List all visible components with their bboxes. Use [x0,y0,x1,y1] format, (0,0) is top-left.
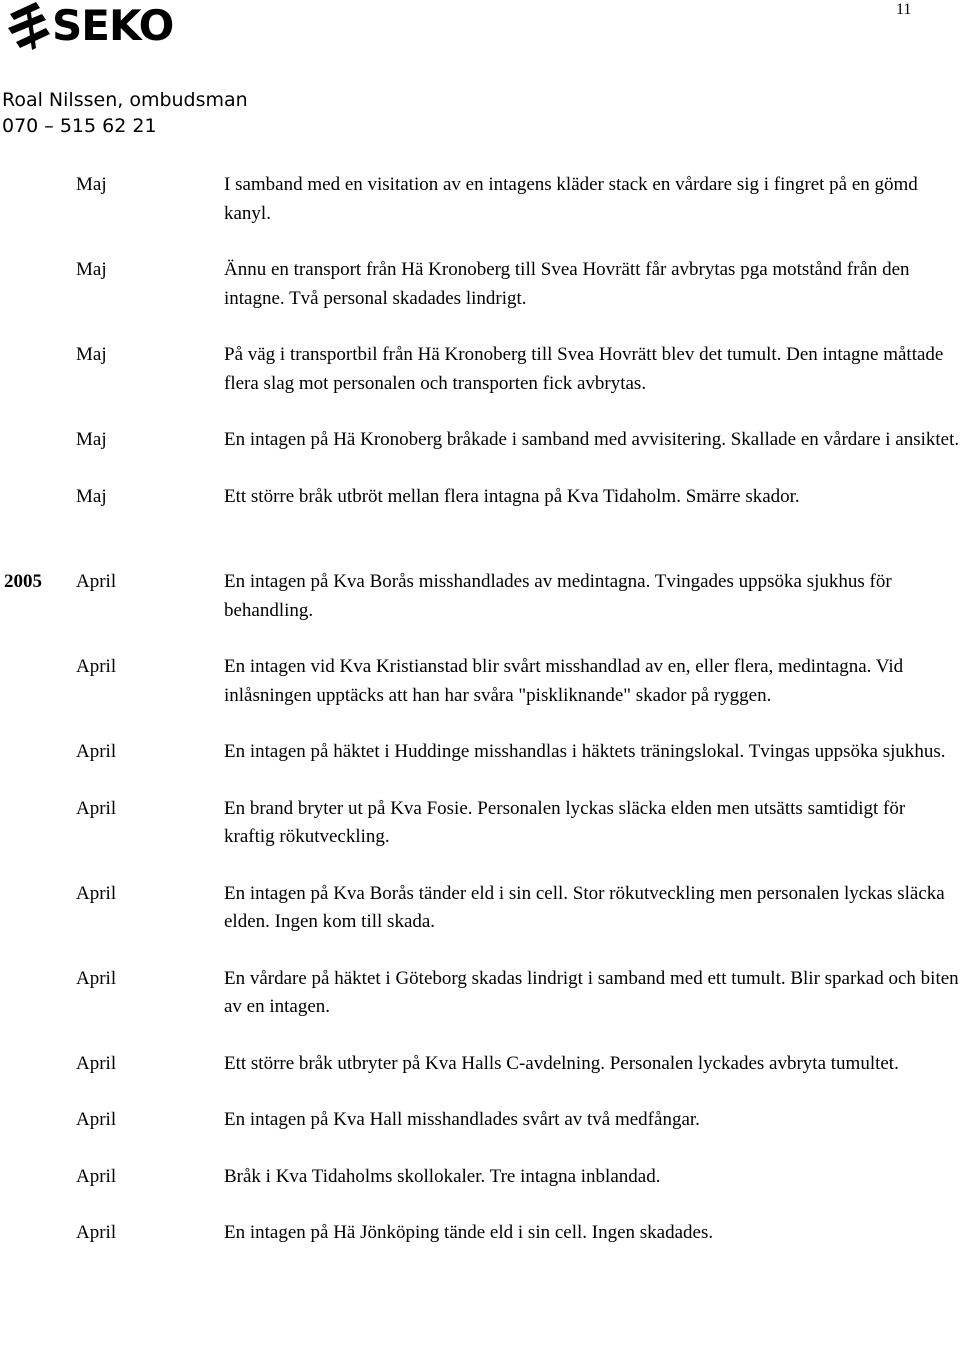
contact-name: Roal Nilssen, ombudsman [2,89,248,111]
incident-entry [0,1219,960,1248]
incident-entry [0,483,960,512]
entry-month: April [76,967,117,989]
incident-list [0,171,960,1248]
incident-entry [0,568,960,625]
incident-entry [0,171,960,228]
entry-text: En vårdare på häktet i Göteborg skadas lindrigt i samband med ett tumult. Blir sparkad och biten av en intagen. [224,967,959,1017]
entry-text: En intagen på Kva Hall misshandlades svårt av två medfångar. [224,1109,700,1130]
entry-month: April [76,571,117,592]
entry-text: Bråk i Kva Tidaholms skollokaler. Tre intagna inblandad. [224,1165,661,1187]
entry-text: En intagen på häktet i Huddinge misshandlas i häktets träningslokal. Tvingas uppsöka sjukhus. [224,741,946,762]
entry-month: Maj [76,174,107,195]
entry-text: En intagen på Kva Borås tänder eld i sin cell. Stor rökutveckling men personalen lyckas släcka elden. Ingen kom till skada. [224,882,945,932]
incident-entry [0,341,960,398]
entry-month: Maj [76,259,107,280]
entry-month: Maj [76,429,107,450]
entry-text: Ännu en transport från Hä Kronoberg till Svea Hovrätt får avbrytas pga motstånd från den intagne. Två personal skadades lindrigt. [224,259,910,309]
incident-entry [0,738,960,767]
entry-month: April [76,797,117,819]
page-number: 11 [896,1,912,18]
entry-text: En intagen på Hä Jönköping tände eld i sin cell. Ingen skadades. [224,1222,714,1243]
incident-entry [0,256,960,313]
incident-entry [0,795,960,852]
incident-entry [0,880,960,937]
contact-phone: 070 – 515 62 21 [2,115,157,137]
entry-month: April [76,741,117,762]
entry-month: April [76,882,117,904]
entry-month: April [76,1052,117,1074]
contact-block [2,87,248,139]
incident-entry [0,426,960,455]
entry-text: Ett större bråk utbröt mellan flera intagna på Kva Tidaholm. Smärre skador. [224,485,800,507]
incident-entry [0,1163,960,1192]
entry-month: April [76,656,117,677]
entry-year: 2005 [4,571,42,592]
logo-text: SEKO [52,1,174,50]
entry-month: April [76,1165,117,1187]
entry-month: April [76,1109,117,1130]
entry-month: Maj [76,344,107,365]
entry-text: En brand bryter ut på Kva Fosie. Personalen lyckas släcka elden men utsätts samtidigt för kraftig rökutveckling. [224,797,906,847]
incident-entry [0,965,960,1022]
entry-text: En intagen på Kva Borås misshandlades av medintagna. Tvingades uppsöka sjukhus för behandling. [224,571,892,621]
entry-text: En intagen vid Kva Kristianstad blir svårt misshandlad av en, eller flera, medintagna. Vid inlåsningen upptäcks att han har svåra "piskliknande" skador på ryggen. [224,656,904,706]
incident-entry [0,1050,960,1079]
entry-month: April [76,1222,117,1243]
entry-month: Maj [76,485,107,507]
entry-text: En intagen på Hä Kronoberg bråkade i samband med avvisitering. Skallade en vårdare i ansiktet. [224,429,960,450]
entry-text: I samband med en visitation av en intagens kläder stack en vårdare sig i fingret på en gömd kanyl. [224,174,918,224]
entry-text: På väg i transportbil från Hä Kronoberg till Svea Hovrätt blev det tumult. Den intagne måttade flera slag mot personalen och transporten fick avbrytas. [224,344,944,394]
incident-entry [0,1106,960,1135]
seko-emblem-icon [6,0,50,52]
incident-entry [0,653,960,710]
seko-logo [6,0,173,52]
entry-text: Ett större bråk utbryter på Kva Halls C-avdelning. Personalen lyckades avbryta tumultet. [224,1052,899,1074]
